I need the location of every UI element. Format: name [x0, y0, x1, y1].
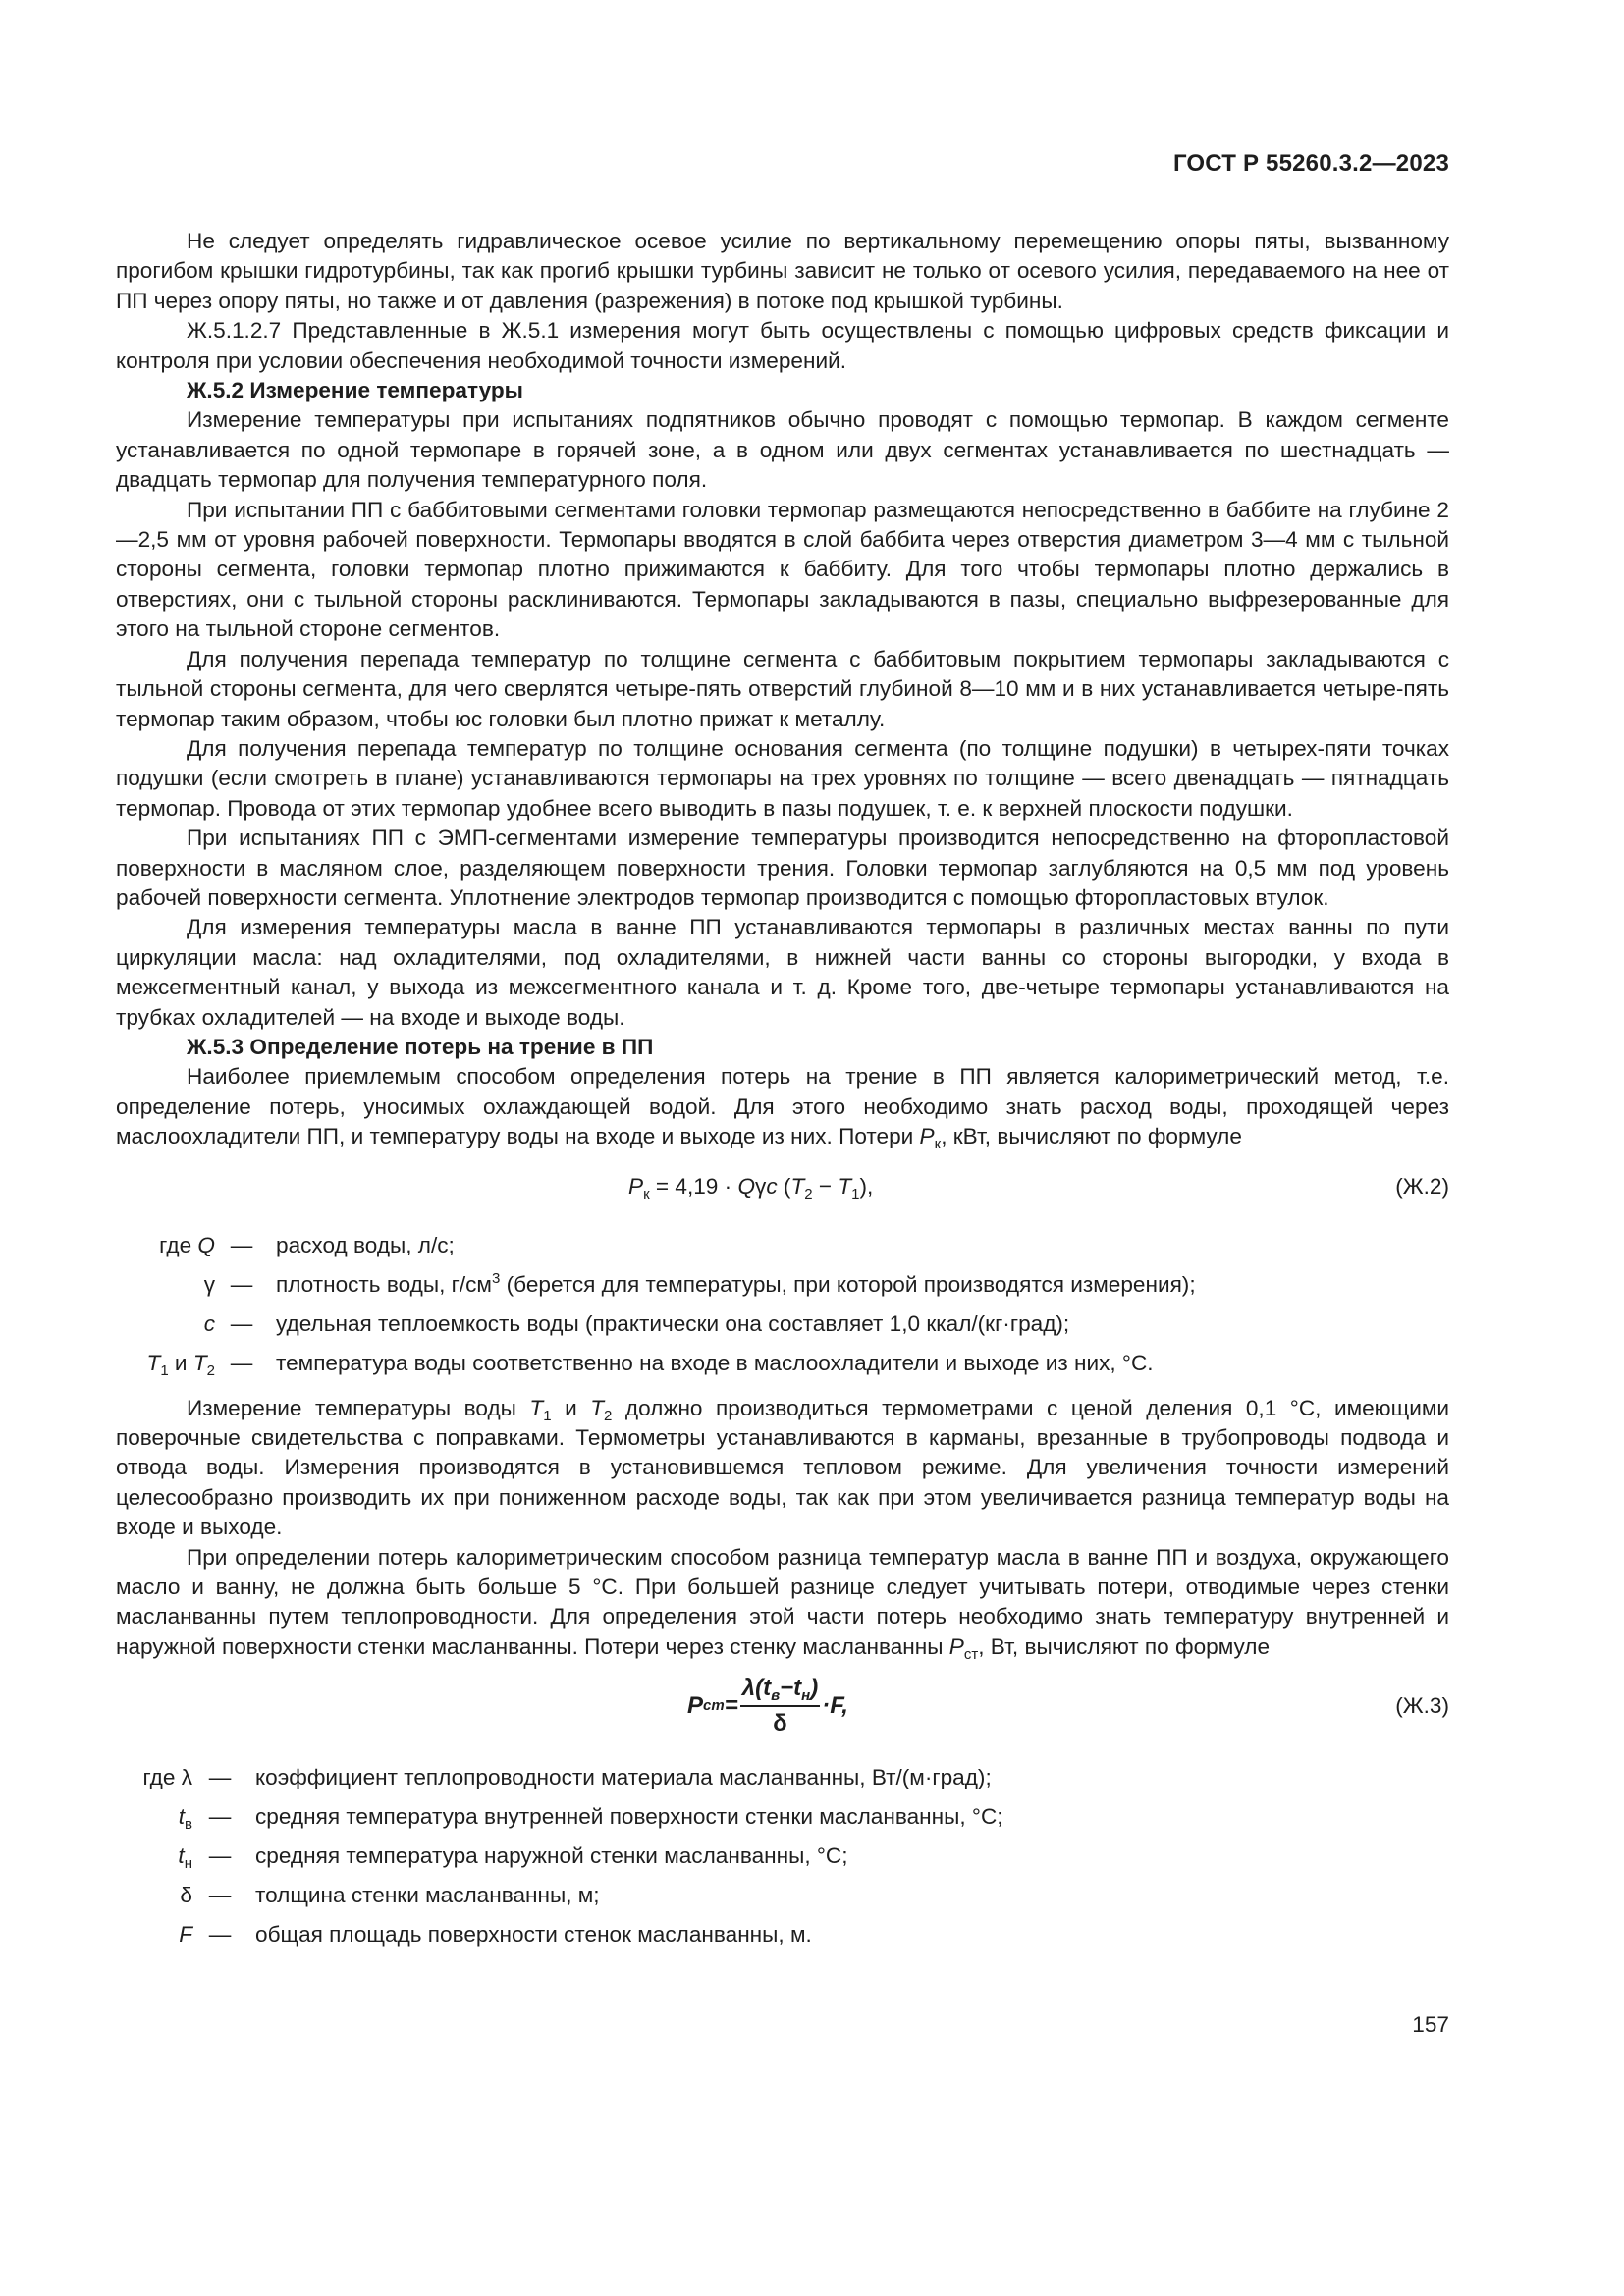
legend-row: $T_1$ и $T_2$ — температура воды соответственно на входе в маслоохладители и выходе из них, °С. [116, 1345, 1449, 1384]
paragraph: При испытании ПП с баббитовыми сегментами головки термопар размещаются непосредственно в баббите на глубине 2—2,5 мм от уровня рабочей поверхности. Термопары вводятся в слой баббита через отверстия диаметром 3—4 мм с тыльной стороны сегмента, головки термопар плотно прижимаются к баббиту. Для того чтобы термопары плотно держались в отверстиях, они с тыльной стороны расклиниваются. Термопары закладываются в пазы, специально выфрезерованные для этого на тыльной стороне сегментов. [116, 497, 1449, 642]
section-heading: Ж.5.2 Измерение температуры [187, 378, 523, 403]
fraction-denominator: δ [773, 1709, 787, 1736]
legend-row: где Q — расход воды, л/с; [116, 1227, 1449, 1266]
page-number: 157 [1412, 2012, 1449, 2037]
legend-symbol: $t_в$ [178, 1804, 192, 1834]
legend-row: c — удельная теплоемкость воды (практически она составляет 1,0 ккал/(кг·град); [116, 1306, 1449, 1345]
legend-row: δ — толщина стенки масланванны, м; [116, 1876, 1449, 1915]
legend-row: где λ — коэффициент теплопроводности материала масланванны, Вт/(м·град); [116, 1758, 1449, 1797]
formula-number: (Ж.3) [1395, 1693, 1449, 1719]
variable-legend [116, 1227, 1449, 1384]
document-body [116, 227, 1449, 1964]
paragraph: При определении потерь калориметрическим способом разница температур масла в ванне ПП и воздуха, окружающего масло и ванну, не должна быть больше 5 °С. При большей разнице следует учитывать потери, отводимые через стенки масланванны путем теплопроводности. Для определения этой части потерь необходимо знать температуру внутренней и наружной поверхности стенки масланванны. Потери через стенку масланванны $P_{ст}$, Вт, вычисляют по формуле [116, 1544, 1449, 1663]
formula-number: (Ж.2) [1395, 1173, 1449, 1199]
legend-symbol: γ [203, 1272, 215, 1298]
legend-row: $t_н$ — средняя температура наружной стенки масланванны, °С; [116, 1837, 1449, 1876]
section-heading: Ж.5.3 Определение потерь на трение в ПП [187, 1034, 654, 1059]
legend-symbol: где Q [159, 1233, 215, 1258]
paragraph: Для получения перепада температур по толщине основания сегмента (по толщине подушки) в четырех-пяти точках подушки (если смотреть в плане) устанавливаются термопары на трех уровнях по толщине — всего двенадцать — пятнадцать термопар. Провода от этих термопар удобнее всего выводить в пазы подушек, т. е. к верхней плоскости подушки. [116, 735, 1449, 821]
document-code-header: ГОСТ Р 55260.3.2—2023 [1172, 150, 1449, 177]
paragraph: Для получения перепада температур по толщине сегмента с баббитовым покрытием термопары закладываются с тыльной стороны сегмента, для чего сверлятся четыре-пять отверстий глубиной 8—10 мм и в них устанавливается четыре-пять термопар таким образом, чтобы юс головки был плотно прижат к металлу. [116, 646, 1449, 731]
legend-row: $t_в$ — средняя температура внутренней поверхности стенки масланванны, °С; [116, 1797, 1449, 1837]
legend-symbol: F [179, 1922, 192, 1948]
formula-zh3 [116, 1672, 1449, 1746]
fraction-numerator: $\lambda(t_в-t_н)$ [740, 1674, 820, 1706]
formula-expression: P ст = $\frac{\lambda(t_в-t_н)}{\delta}$ ·F, [687, 1674, 848, 1738]
paragraph: Не следует определять гидравлическое осевое усилие по вертикальному перемещению опоры пяты, вызванному прогибом крышки гидротурбины, так как прогиб крышки турбины зависит не только от осевого усилия, передаваемого на нее от ПП через опору пяты, но также и от давления (разрежения) в потоке под крышкой турбины. [116, 229, 1449, 313]
legend-row: γ — плотность воды, $г/см^3$ (берется для температуры, при которой производятся измерения); [116, 1266, 1449, 1306]
legend-symbol: где λ [142, 1765, 192, 1790]
paragraph: Измерение температуры воды $T_1$ и $T_2$ должно производиться термометрами с ценой деления 0,1 °С, имеющими поверочные свидетельства с поправками. Термометры устанавливаются в карманы, врезанные в трубопроводы подвода и отвода воды. Измерения производятся в установившемся тепловом режиме. Для увеличения точности измерений целесообразно производить их при пониженном расходе воды, так как при этом увеличивается разница температур воды на входе и выходе. [116, 1395, 1449, 1540]
paragraph: Для измерения температуры масла в ванне ПП устанавливаются термопары в различных местах ванны по пути циркуляции масла: над охладителями, под охладителями, в нижней части ванны со стороны выгородки, у входа в межсегментный канал, у выхода из межсегментного канала и т. д. Кроме того, две-четыре термопары устанавливаются на трубках охладителей — на входе и выходе воды. [116, 915, 1449, 1030]
formula-expression: $P_к = 4,19 \cdot Q\gamma c$ $(T_2 - T_1)$, [628, 1173, 874, 1202]
legend-symbol: c [203, 1311, 215, 1337]
paragraph: Ж.5.1.2.7 Представленные в Ж.5.1 измерения могут быть осуществлены с помощью цифровых средств фиксации и контроля при условии обеспечения необходимой точности измерений. [116, 318, 1449, 373]
legend-symbol: $T_1$ и $T_2$ [146, 1351, 215, 1380]
fraction [740, 1674, 820, 1738]
paragraph: При испытаниях ПП с ЭМП-сегментами измерение температуры производится непосредственно на фторопластовой поверхности в масляном слое, разделяющем поверхности трения. Головки термопар заглубляются на 0,5 мм под уровень рабочей поверхности сегмента. Уплотнение электродов термопар производится с помощью фторопластовых втулок. [116, 826, 1449, 910]
formula-zh2 [116, 1164, 1449, 1213]
paragraph: Измерение температуры при испытаниях подпятников обычно проводят с помощью термопар. В каждом сегменте устанавливается по одной термопаре в горячей зоне, а в одном или двух сегментах устанавливается по шестнадцать — двадцать термопар для получения температурного поля. [116, 407, 1449, 493]
legend-symbol: $t_н$ [178, 1843, 192, 1873]
legend-symbol: δ [180, 1883, 192, 1908]
variable-legend [116, 1758, 1449, 1954]
legend-row: F — общая площадь поверхности стенок масланванны, м. [116, 1915, 1449, 1954]
paragraph: Наиболее приемлемым способом определения потерь на трение в ПП является калориметрический метод, т.е. определение потерь, уносимых охлаждающей водой. Для этого необходимо знать расход воды, проходящей через маслоохладители ПП, и температуру воды на входе и выходе из них. Потери $P_к$, кВт, вычисляют по формуле [116, 1064, 1449, 1153]
